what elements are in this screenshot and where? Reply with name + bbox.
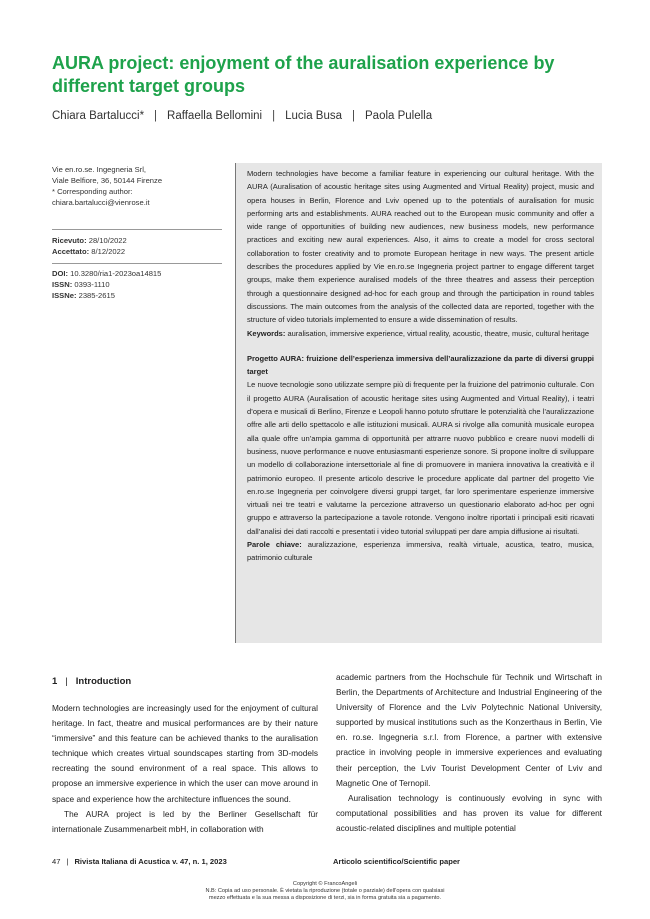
affiliation-company: Vie en.ro.se. Ingegneria Srl, [52, 165, 146, 174]
author-name: Paola Pulella [365, 110, 433, 122]
author-separator: | [272, 110, 276, 122]
article-dates [52, 235, 227, 257]
body-paragraph: academic partners from the Hochschule für Technik und Wirtschaft in Berlin, the Departments of Architecture and Industrial Engineering of the University of Florence and the Lviv Polytechnic National University, supported by musical institutions such as the Konzerthaus in Berlin, Vie en. ro.se. Ingegneria s.r.l. from Florence, a partner with extensive practice in involving people in immersive experiences and evaluating their perception, the Lviv Tourist Development Center of Lviv and Magnetic One of Ternopil. [336, 672, 602, 788]
affiliation [52, 164, 222, 208]
body-column-right [336, 670, 602, 836]
accepted-label: Accettato: [52, 247, 90, 256]
issne-label: ISSNe: [52, 291, 77, 300]
page-number: 47 [52, 857, 61, 866]
abstract-italian-title: Progetto AURA: fruizione dell’esperienza immersiva dell’auralizzazione da parte di diversi gruppi target [247, 353, 594, 377]
issn-label: ISSN: [52, 280, 73, 289]
body-paragraph: Modern technologies are increasingly used for the enjoyment of cultural heritage. In fact, theatre and musical performances are by their nature “immersive” and this feature can be achieved thanks to the auralisation technique which creates virtual soundscapes starting from 3D-models recreating the sound environment of a real space. This allows to propose an immersive experience in which the user can move around in space and experience how the architecture influences the sound. [52, 703, 318, 804]
affiliation-address: Viale Belfiore, 36, 50144 Firenze [52, 176, 163, 185]
journal-name: Rivista Italiana di Acustica v. 47, n. 1, 2023 [74, 857, 227, 866]
body-column-left [52, 701, 318, 837]
author-name: Chiara Bartalucci* [52, 110, 145, 122]
keywords-italian [247, 538, 594, 565]
copyright-notice [100, 881, 550, 903]
copyright-line: Copyright © FrancoAngeli [292, 881, 358, 887]
doi-value[interactable]: 10.3280/ria1-2023oa14815 [70, 269, 162, 278]
author-name: Lucia Busa [285, 110, 342, 122]
section-heading [52, 676, 131, 687]
accepted-date: 8/12/2022 [91, 247, 126, 256]
author-separator: | [154, 110, 158, 122]
keywords-value: auralisation, immersive experience, virtual reality, acoustic, theatre, music, cultural heritage [287, 328, 590, 338]
keywords-value: auralizzazione, esperienza immersiva, realtà virtuale, acustica, teatro, musica, patrimonio culturale [247, 540, 595, 563]
abstract-italian: Le nuove tecnologie sono utilizzate sempre più di frequente per la fruizione del patrimonio culturale. Con il progetto AURA (Auralisation of acoustic heritage sites using Augmented and Virtual Reality), i teatri d’opera e musicali di Berlino, Firenze e Leopoli hanno potuto sfruttare le potenzialità che l’auralizzazione offre alle arti dello spettacolo e alle istituzioni musicali. AURA si rivolge alla comunità musicale europea alla quale offre un’ampia gamma di opportunità per attrarre nuovo pubblico e creare nuovi modelli di business, nuove performance e nuove entusiasmanti esperienze sonore. Si propone inoltre di sviluppare un modello di collaborazione intersettoriale al fine di promuovere in maniera innovativa la creatività e il patrimonio europeo. Il presente articolo descrive le procedure applicate dal partner del progetto Vie en.ro.se Ingegneria per coinvolgere diversi gruppi target, far loro sperimentare esperienze immersive virtuali nei tre teatri e valutarne la percezione attraverso un questionario elaborato ad-hoc per ogni gruppo e attraverso la partecipazione a tavole rotonde. Vengono inoltre riportati i principali esiti ricavati dall’analisi dei dati raccolti e presentati i video tutorial sviluppati per dare ampia diffusione ai risultati. [247, 380, 594, 536]
corresponding-author-email[interactable]: chiara.bartalucci@vienrose.it [52, 198, 150, 207]
author-separator: | [352, 110, 355, 122]
section-separator: | [65, 676, 68, 687]
issn-value: 0393-1110 [74, 280, 110, 289]
article-type: Articolo scientifico/Scientific paper [333, 857, 461, 866]
abstract-box [235, 163, 602, 643]
footer-separator: | [66, 857, 69, 866]
corresponding-author-label: * Corresponding author: [52, 187, 133, 196]
issne-value: 2385-2615 [78, 291, 115, 300]
author-name: Raffaella Bellomini [167, 110, 263, 122]
divider [52, 263, 222, 264]
keywords-label: Parole chiave: [247, 540, 302, 550]
divider [52, 229, 222, 230]
keywords-english [247, 327, 594, 340]
body-paragraph: Auralisation technology is continuously evolving in sync with computational possibilities and has proven its value for different acoustic-related disciplines and multiple potential [336, 792, 602, 833]
doi-label: DOI: [52, 269, 69, 278]
received-date: 28/10/2022 [88, 236, 127, 245]
received-label: Ricevuto: [52, 236, 87, 245]
section-title: Introduction [75, 676, 132, 687]
author-list [52, 110, 432, 122]
article-identifiers [52, 268, 227, 301]
abstract-english: Modern technologies have become a familiar feature in experiencing our cultural heritage. With the AURA (Auralisation of acoustic heritage sites using Augmented and Virtual Reality) project, music and opera houses in Berlin, Florence and Lviv opened up to the potentials of auralisation for music performing arts and establishments. AURA reached out to the European music community and offer a wide range of opportunities of building new audiences, new business models, new performance practices and exciting new aural experiences. Also, it aims to create a model for cross sectoral collaboration to foster creativity and to promote European heritage in new ways. The present article describes the procedures applied by Vie en.ro.se Ingegneria project partner to engage different target groups, make them experience auralised models of the three theatres and assess their perception through a questionnaire designed ad-hoc for each group and through the participation in round tables discussions. The main outcomes from the analysis of the collected data are reported, together with the structure of video tutorials implemented to ensure a wide dissemination of results. [247, 169, 594, 325]
body-paragraph: The AURA project is led by the Berliner Gesellschaft für internationale Zusammenarbeit mbH, in collaboration with [52, 808, 318, 834]
article-title: AURA project: enjoyment of the auralisation experience by different target groups [52, 53, 555, 96]
keywords-label: Keywords: [247, 328, 286, 338]
section-number: 1 [52, 676, 58, 687]
copyright-line: N.B: Copia ad uso personale. È vietata la riproduzione (totale o parziale) dell’opera con qualsiasi [205, 888, 445, 895]
copyright-line: mezzo effettuata e la sua messa a disposizione di terzi, sia in forma gratuita sia a pagamento. [208, 895, 442, 902]
page-footer [52, 857, 227, 866]
